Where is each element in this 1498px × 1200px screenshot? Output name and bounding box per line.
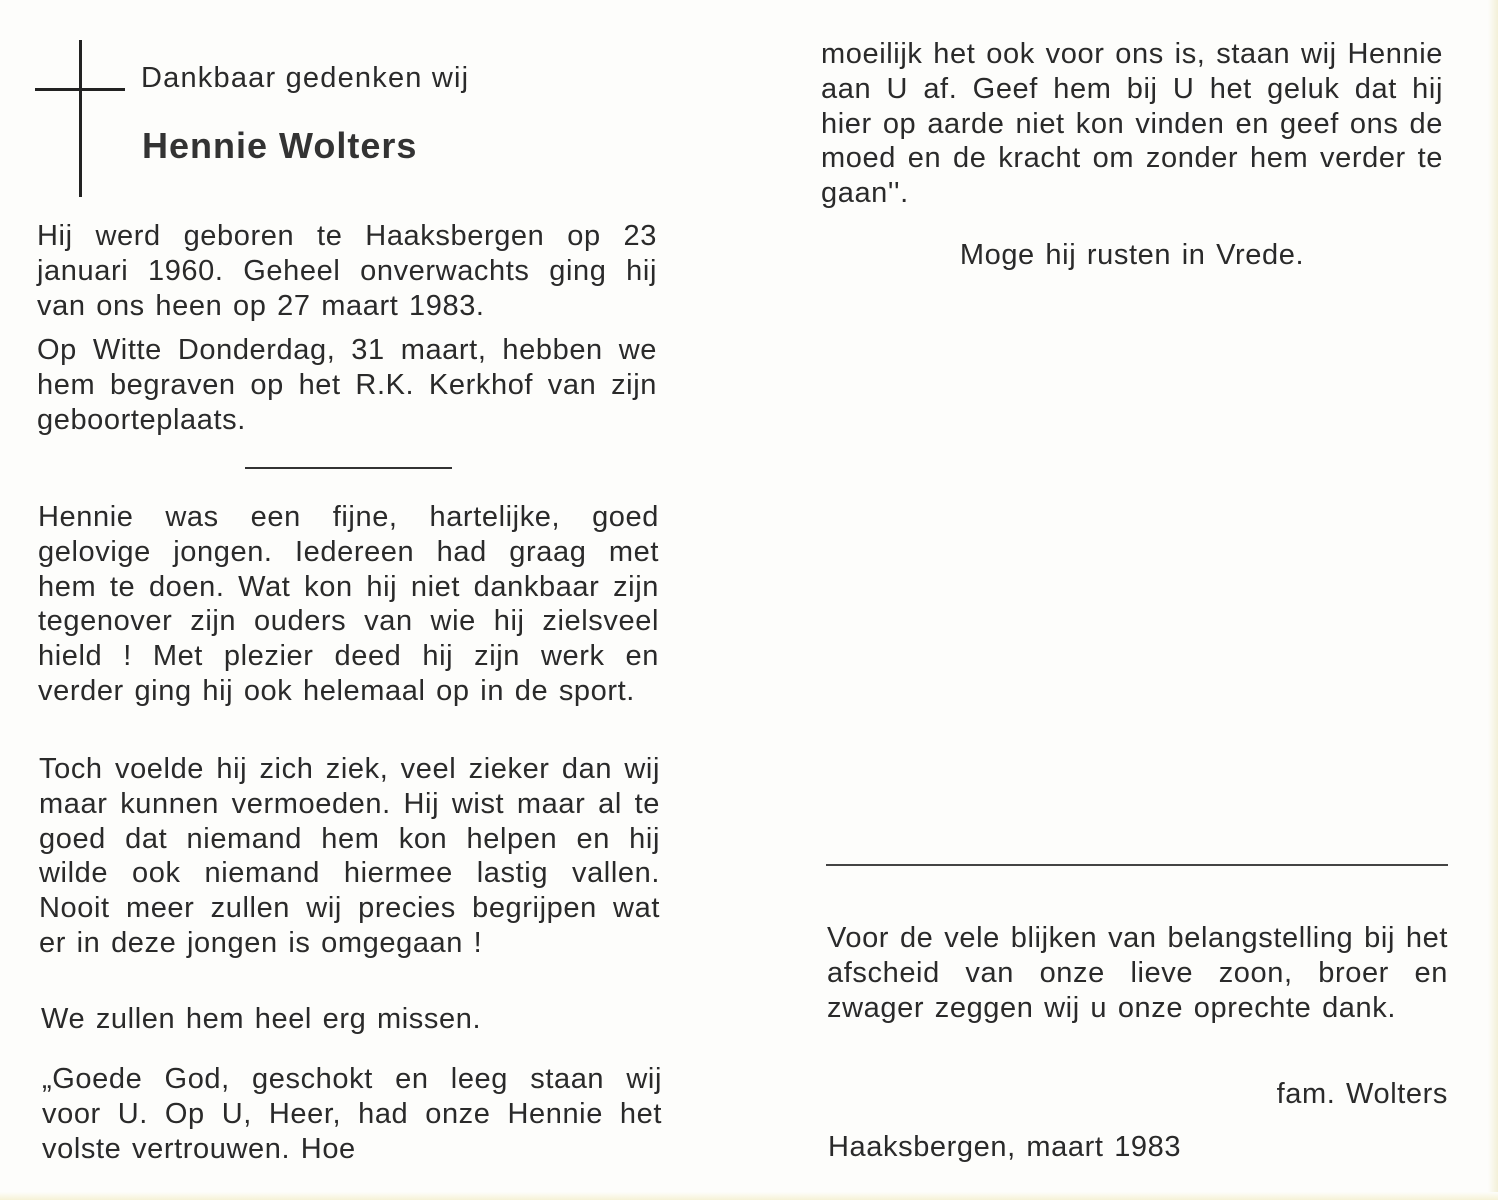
prayer-text-end: moeilijk het ook voor ons is, staan wij Hennie aan U af. Geef hem bij U het geluk dat hij hier op aarde niet kon vinden en geef ons de moed en de kracht om zonder hem verder te gaan''. [821,38,1443,210]
divider-left [245,467,452,469]
left-paragraph-1 [37,219,657,323]
missing-text: We zullen hem heel erg missen. [41,1003,482,1035]
divider-right [826,864,1448,866]
cross-icon-bar [35,88,125,91]
cross-icon [79,40,82,197]
intro-text: Dankbaar gedenken wij [141,62,470,94]
rest-in-peace-text: Moge hij rusten in Vrede. [959,239,1305,271]
place-date-text: Haaksbergen, maart 1983 [828,1131,1182,1163]
right-paragraph-1 [821,37,1443,211]
left-paragraph-5 [41,1002,662,1037]
card-edge-bottom [0,1192,1498,1200]
signature-text: fam. Wolters [1276,1078,1448,1110]
thanks-text: Voor de vele blijken van belangstelling bij het afscheid van onze lieve zoon, broer en zwager zeggen wij u onze oprechte dank. [827,922,1448,1024]
burial-text: Op Witte Donderdag, 31 maart, hebben we hem begraven op het R.K. Kerkhof van zijn geboorteplaats. [37,334,657,436]
left-paragraph-2 [37,333,657,437]
prayer-text-start: „Goede God, geschokt en leeg staan wij voor U. Op U, Heer, had onze Hennie het volste vertrouwen. Hoe [42,1063,662,1165]
deceased-name: Hennie Wolters [142,125,418,166]
thanks-block [827,921,1448,1025]
signature-block [1100,1077,1448,1112]
right-paragraph-2 [821,238,1443,273]
character-text: Hennie was een fijne, hartelijke, goed gelovige jongen. Iedereen had graag met hem te doen. Wat kon hij niet dankbaar zijn tegenover zijn ouders van wie hij zielsveel hield ! Met plezier deed hij zijn werk en verder ging hij ook helemaal op in de sport. [38,501,659,707]
left-paragraph-3 [38,500,659,709]
card-edge-right [1488,0,1498,1200]
place-date-block [828,1130,1328,1165]
birth-death-text: Hij werd geboren te Haaksbergen op 23 januari 1960. Geheel onverwachts ging hij van ons heen op 27 maart 1983. [37,220,657,322]
left-paragraph-6 [42,1062,662,1166]
left-paragraph-4 [39,752,660,961]
illness-text: Toch voelde hij zich ziek, veel zieker dan wij maar kunnen vermoeden. Hij wist maar al te goed dat niemand hem kon helpen en hij wilde ook niemand hiermee lastig vallen. Nooit meer zullen wij precies begrijpen wat er in deze jongen is omgegaan ! [39,753,660,959]
